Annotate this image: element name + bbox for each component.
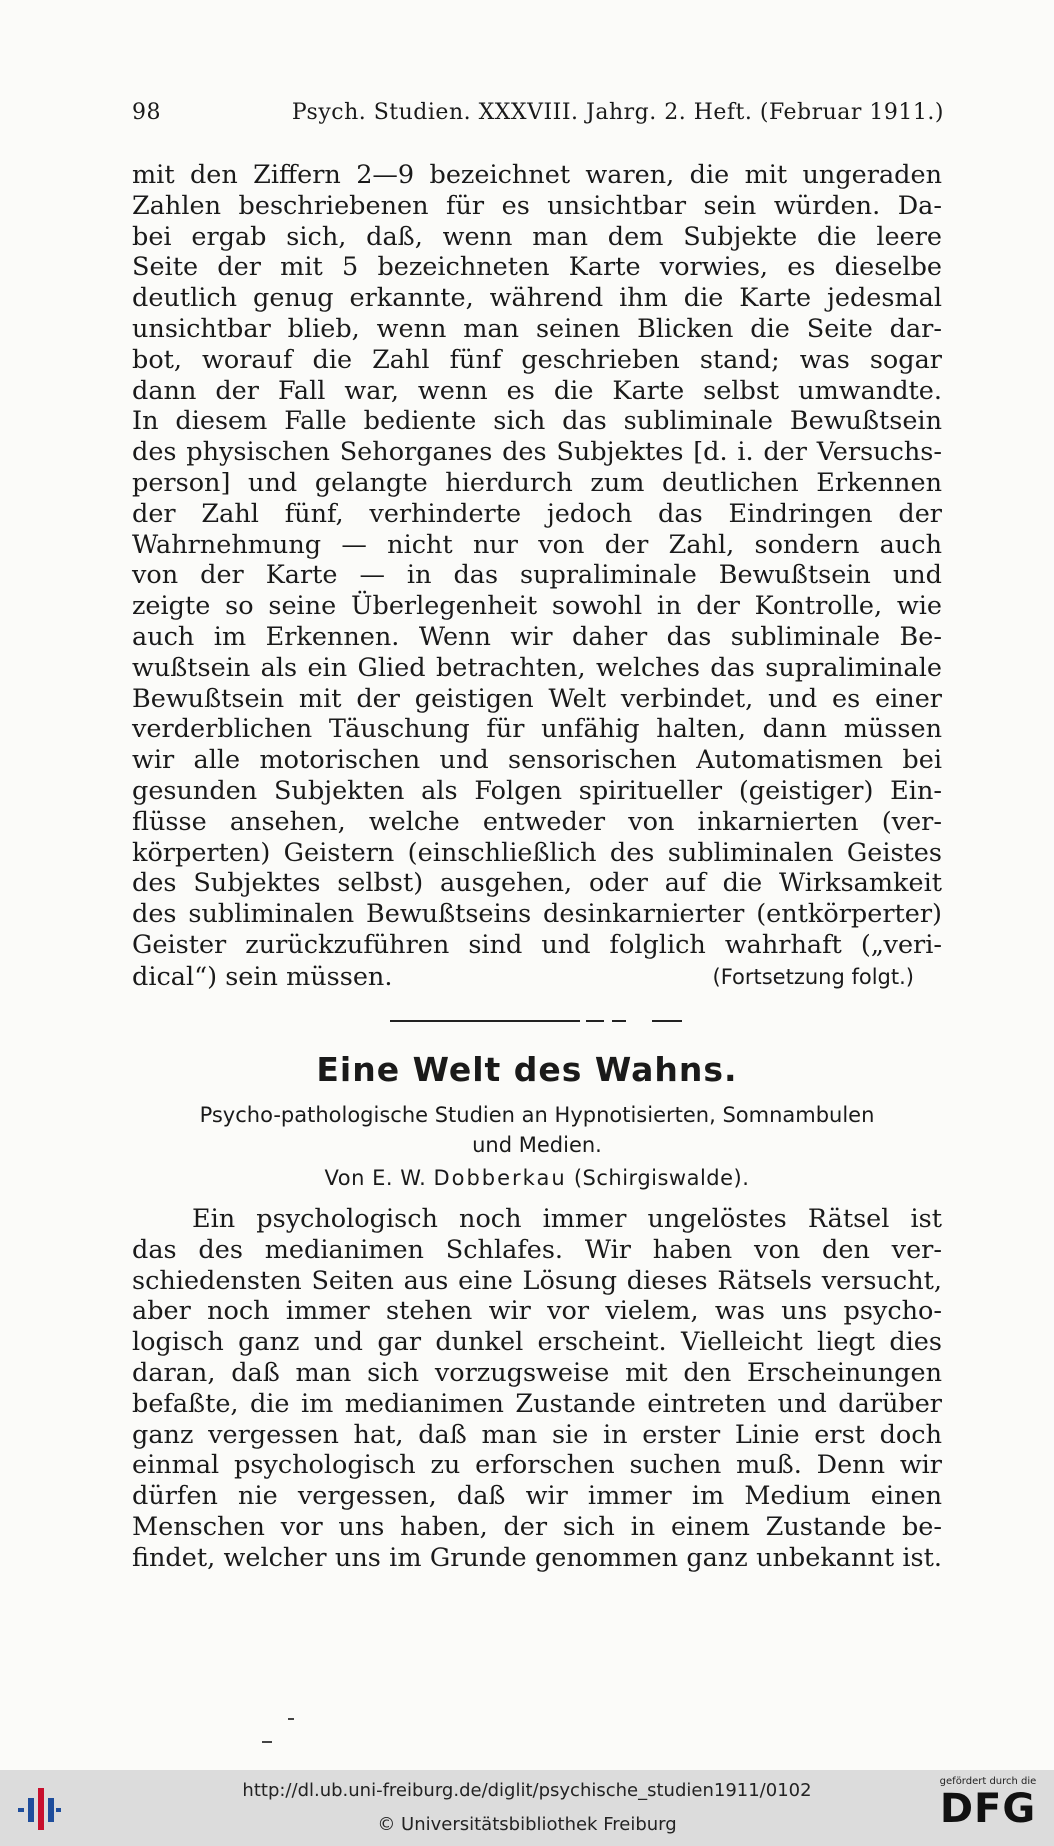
running-title: Psych. Studien. XXXVIII. Jahrg. 2. Heft. (Februar 1911.) xyxy=(291,100,944,125)
text-line: wir alle motorischen und sensorischen Automatismen bei xyxy=(132,745,942,776)
text-line: einmal psychologisch zu erforschen suchen muß. Denn wir xyxy=(132,1450,942,1481)
text-line: Menschen vor uns haben, der sich in einem Zustande be- xyxy=(132,1511,942,1542)
text-line: Ein psychologisch noch immer ungelöstes Rätsel ist xyxy=(192,1204,942,1234)
byline-place: (Schirgiswalde). xyxy=(573,1166,750,1190)
dfg-caption: gefördert durch die xyxy=(939,1776,1037,1787)
subtitle-line: und Medien. xyxy=(472,1133,602,1157)
subtitle-line: Psycho-pathologische Studien an Hypnotisierten, Somnambulen xyxy=(199,1103,875,1127)
text-line: dann der Fall war, wenn es die Karte selbst umwandte. xyxy=(132,375,942,406)
text-line: auch im Erkennen. Wenn wir daher das subliminale Be- xyxy=(132,621,942,652)
text-line: des Subjektes selbst) ausgehen, oder auf die Wirksamkeit xyxy=(132,868,942,899)
byline-prefix: Von E. W. xyxy=(324,1166,427,1190)
text-line: wußtsein als ein Glied betrachten, welches das supraliminale xyxy=(132,652,942,683)
text-line: Bewußtsein mit der geistigen Welt verbindet, und es einer xyxy=(132,683,942,714)
text-line: dürfen nie vergessen, daß wir immer im Medium einen xyxy=(132,1481,942,1512)
article-title: Eine Welt des Wahns. xyxy=(316,1050,738,1089)
text-line: körperten) Geistern (einschließlich des subliminalen Geistes xyxy=(132,837,942,868)
text-line: unsichtbar blieb, wenn man seinen Blicken die Seite dar- xyxy=(132,313,942,344)
continued-article-text xyxy=(132,160,942,961)
article-byline xyxy=(132,1166,942,1190)
text-line: des subliminalen Bewußtseins desinkarnierter (entkörperter) xyxy=(132,899,942,930)
running-header xyxy=(132,100,944,125)
text-line: des physischen Sehorganes des Subjektes [d. i. der Versuchs- xyxy=(132,437,942,468)
text-line: ganz vergessen hat, daß man sie in erster Linie erst doch xyxy=(132,1419,942,1450)
text-line: verderblichen Täuschung für unfähig halten, dann müssen xyxy=(132,714,942,745)
text-line: deutlich genug erkannte, während ihm die Karte jedesmal xyxy=(132,283,942,314)
article-subtitle xyxy=(132,1100,942,1160)
text-line: In diesem Falle bediente sich das subliminale Bewußtsein xyxy=(132,406,942,437)
text-line: befaßte, die im medianimen Zustande eintreten und darüber xyxy=(132,1388,942,1419)
continuation-note: (Fortsetzung folgt.) xyxy=(712,965,914,989)
text-line: Seite der mit 5 bezeichneten Karte vorwies, es dieselbe xyxy=(132,252,942,283)
last-text-line: dical“) sein müssen. xyxy=(132,962,393,992)
text-line: gesunden Subjekten als Folgen spiritueller (geistiger) Ein- xyxy=(132,775,942,806)
stray-mark xyxy=(288,1718,294,1720)
dfg-logo xyxy=(932,1776,1044,1840)
text-line: Geister zurückzuführen sind und folglich wahrhaft („veri- xyxy=(132,929,942,960)
continued-article-end xyxy=(132,962,942,992)
dfg-logo-text: DFG xyxy=(939,1786,1037,1832)
text-line: bei ergab sich, daß, wenn man dem Subjekte die leere xyxy=(132,221,942,252)
stray-mark xyxy=(262,1741,272,1743)
text-line: das des medianimen Schlafes. Wir haben von den ver- xyxy=(132,1234,942,1265)
text-line: flüsse ansehen, welche entweder von inkarnierten (ver- xyxy=(132,806,942,837)
text-line: bot, worauf die Zahl fünf geschrieben stand; was sogar xyxy=(132,344,942,375)
text-line: von der Karte — in das supraliminale Bewußtsein und xyxy=(132,560,942,591)
text-line: aber noch immer stehen wir vor vielem, was uns psycho- xyxy=(132,1296,942,1327)
copyright-notice: © Universitätsbibliothek Freiburg xyxy=(377,1814,677,1835)
byline-author: Dobberkau xyxy=(433,1166,567,1190)
text-line: zeigte so seine Überlegenheit sowohl in der Kontrolle, wie xyxy=(132,591,942,622)
new-article-text xyxy=(132,1204,942,1574)
text-line: der Zahl fünf, verhinderte jedoch das Eindringen der xyxy=(132,498,942,529)
page-number: 98 xyxy=(132,100,161,125)
source-url-link[interactable]: http://dl.ub.uni-freiburg.de/diglit/psychische_studien1911/0102 xyxy=(242,1780,812,1801)
text-line: findet, welcher uns im Grunde genommen ganz unbekannt ist. xyxy=(132,1542,942,1573)
text-line: person] und gelangte hierdurch zum deutlichen Erkennen xyxy=(132,467,942,498)
text-line: Zahlen beschriebenen für es unsichtbar sein würden. Da- xyxy=(132,190,942,221)
text-line: logisch ganz und gar dunkel erscheint. Vielleicht liegt dies xyxy=(132,1327,942,1358)
text-line: mit den Ziffern 2—9 bezeichnet waren, die mit ungeraden xyxy=(132,160,942,190)
text-line: schiedensten Seiten aus eine Lösung dieses Rätsels versucht, xyxy=(132,1265,942,1296)
library-footer xyxy=(0,1770,1054,1846)
text-line: Wahrnehmung — nicht nur von der Zahl, sondern auch xyxy=(132,529,942,560)
text-line: daran, daß man sich vorzugsweise mit den Erscheinungen xyxy=(132,1357,942,1388)
section-divider xyxy=(390,1020,682,1022)
